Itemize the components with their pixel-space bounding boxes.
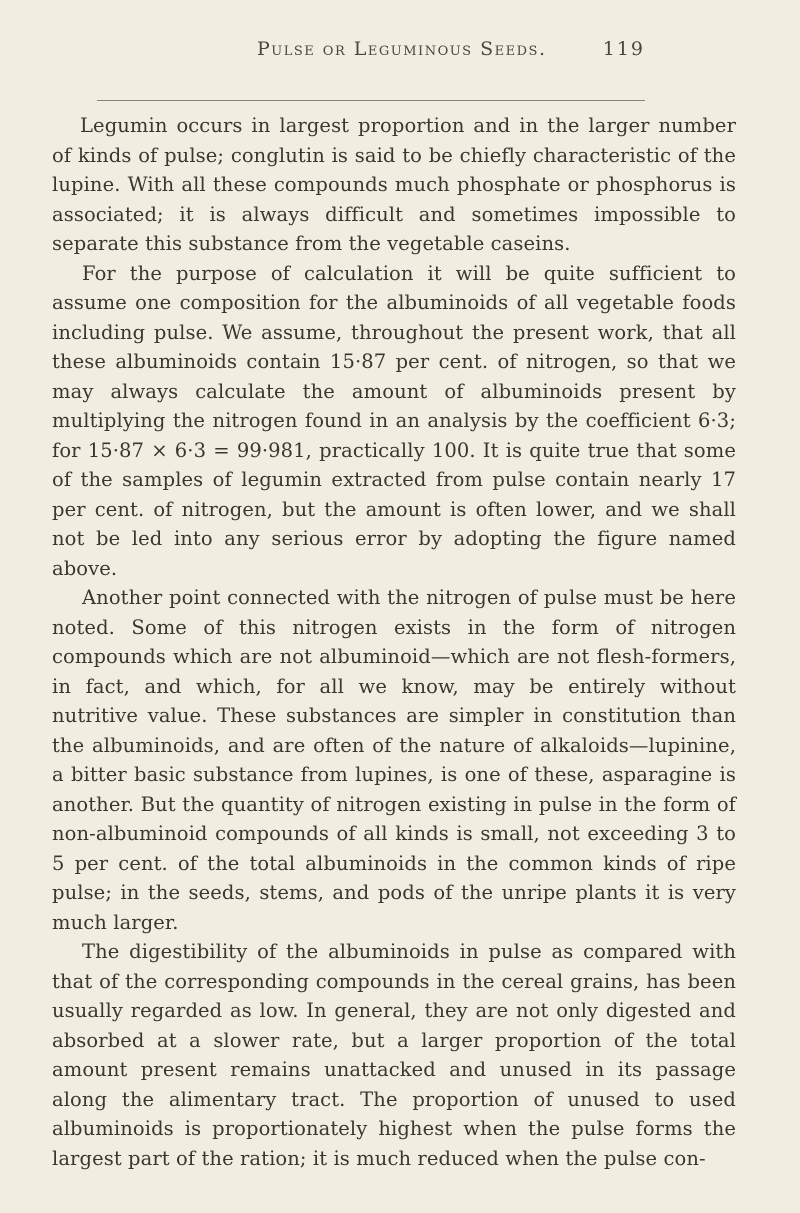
body-text (52, 111, 736, 1173)
paragraph-calculation: For the purpose of calculation it will be quite sufficient to assume one composition for the albuminoids of all vegetable foods including pulse. We assume, throughout the present work, that all these albuminoids contain 15·87 per cent. of nitrogen, so that we may always calculate the amount of albuminoids present by multiplying the nitrogen found in an analysis by the coefficient 6·3; for 15·87 × 6·3 = 99·981, practically 100. It is quite true that some of the samples of legumin extracted from pulse contain nearly 17 per cent. of nitrogen, but the amount is often lower, and we shall not be led into any serious error by adopting the figure named above. (52, 261, 736, 580)
paragraph-digestibility: The digestibility of the albuminoids in pulse as compared with that of the corresponding compounds in the cereal grains, has been usually regarded as low. In general, they are not only digested and absorbed at a slower rate, but a larger proportion of the total amount present remains unattacked and unused in its passage along the alimentary tract. The proportion of unused to used albuminoids is proportionately highest when the pulse forms the largest part of the ration; it is much reduced when the pulse con- (52, 940, 736, 1170)
header-rule (97, 100, 645, 101)
page-header (97, 28, 645, 66)
paragraph-nitrogen-compounds: Another point connected with the nitrogen of pulse must be here noted. Some of this nitrogen exists in the form of nitrogen compounds which are not albuminoid—which are not flesh-formers, in fact, and which, for all we know, may be entirely without nutritive value. These substances are simpler in constitution than the albuminoids, and are often of the nature of alkaloids—lupinine, a bitter basic substance from lupines, is one of these, asparagine is another. But the quantity of nitrogen existing in pulse in the form of non-albuminoid compounds of all kinds is small, not exceeding 3 to 5 per cent. of the total albuminoids in the common kinds of ripe pulse; in the seeds, stems, and pods of the unripe plants it is very much larger. (52, 586, 736, 934)
running-title: Pulse or Leguminous Seeds. (257, 38, 547, 60)
page-number: 119 (602, 38, 645, 60)
paragraph-legumin: Legumin occurs in largest proportion and in the larger number of kinds of pulse; conglutin is said to be chiefly characteristic of the lupine. With all these compounds much phosphate or phosphorus is associated; it is always difficult and sometimes impossible to separate this substance from the vegetable caseins. (52, 114, 736, 255)
